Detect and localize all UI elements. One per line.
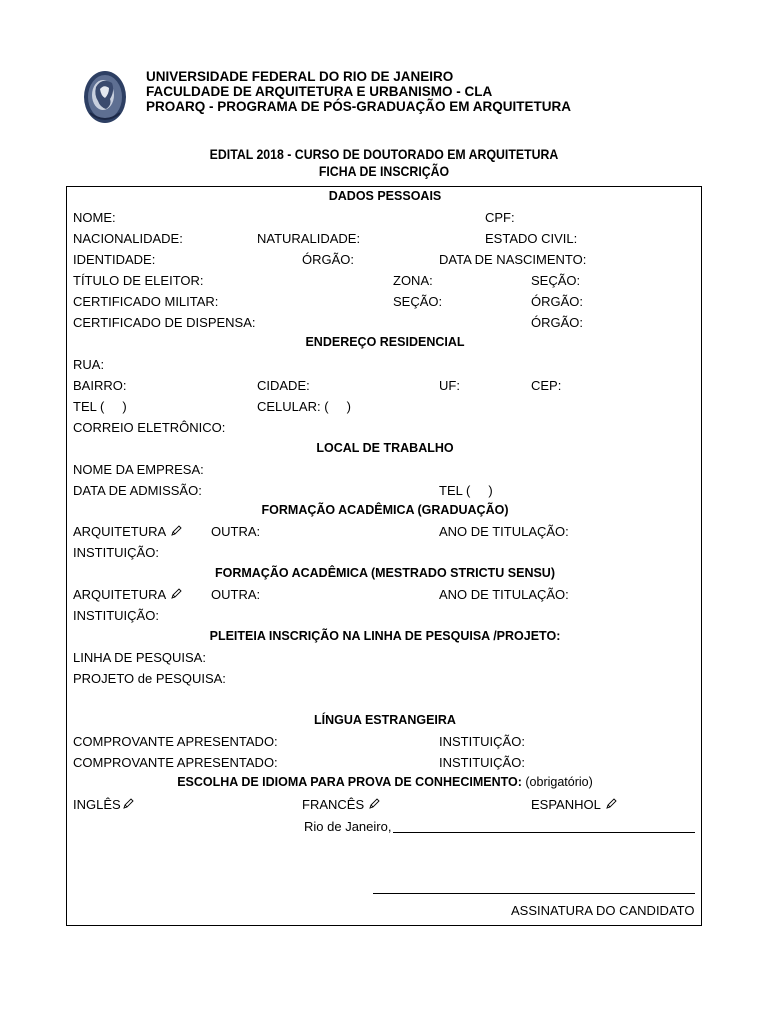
pencil-icon <box>170 525 182 537</box>
field-orgao-militar[interactable]: ÓRGÃO: <box>531 294 584 309</box>
field-secao[interactable]: SEÇÃO: <box>531 273 581 288</box>
section-escolha-idioma <box>67 775 703 790</box>
field-orgao-dispensa[interactable]: ÓRGÃO: <box>531 315 584 330</box>
label-ingles: INGLÊS <box>73 797 121 812</box>
field-email[interactable]: CORREIO ELETRÔNICO: <box>73 420 226 435</box>
field-rua[interactable]: RUA: <box>73 357 105 372</box>
section-graduacao: FORMAÇÃO ACADÊMICA (GRADUAÇÃO) <box>261 503 509 517</box>
field-tel-trabalho[interactable]: TEL ( ) <box>439 483 493 498</box>
date-line[interactable] <box>393 832 695 833</box>
field-certificado-militar[interactable]: CERTIFICADO MILITAR: <box>73 294 219 309</box>
form-title: FICHA DE INSCRIÇÃO <box>318 163 450 179</box>
signature-line[interactable] <box>373 893 695 894</box>
option-espanhol[interactable] <box>531 797 617 812</box>
faculty-name: FACULDADE DE ARQUITETURA E URBANISMO - CLA <box>146 84 493 99</box>
label-frances: FRANCÊS <box>302 797 365 812</box>
field-instituicao-mestrado[interactable]: INSTITUIÇÃO: <box>73 608 159 623</box>
escolha-idioma-note: (obrigatório) <box>525 775 593 789</box>
field-orgao[interactable]: ÓRGÃO: <box>302 252 355 267</box>
section-lingua: LÍNGUA ESTRANGEIRA <box>314 713 456 727</box>
pencil-icon <box>605 798 617 810</box>
field-empresa[interactable]: NOME DA EMPRESA: <box>73 462 204 477</box>
ufrj-logo <box>82 69 128 125</box>
program-name: PROARQ - PROGRAMA DE PÓS-GRADUAÇÃO EM ARQUITETURA <box>146 99 571 114</box>
field-bairro[interactable]: BAIRRO: <box>73 378 127 393</box>
pencil-icon <box>122 798 134 810</box>
field-cep[interactable]: CEP: <box>531 378 562 393</box>
field-zona[interactable]: ZONA: <box>393 273 433 288</box>
option-arquitetura-mestrado[interactable] <box>73 587 182 602</box>
option-arquitetura-graduacao[interactable] <box>73 524 182 539</box>
field-projeto-pesquisa[interactable]: PROJETO de PESQUISA: <box>73 671 226 686</box>
field-titulo-eleitor[interactable]: TÍTULO DE ELEITOR: <box>73 273 204 288</box>
section-endereco: ENDEREÇO RESIDENCIAL <box>305 335 465 349</box>
section-pesquisa: PLEITEIA INSCRIÇÃO NA LINHA DE PESQUISA /PROJETO: <box>209 629 561 643</box>
section-trabalho: LOCAL DE TRABALHO <box>316 441 454 455</box>
field-certificado-dispensa[interactable]: CERTIFICADO DE DISPENSA: <box>73 315 256 330</box>
local-data-label: Rio de Janeiro, <box>304 819 392 834</box>
field-tel[interactable]: TEL ( ) <box>73 399 127 414</box>
field-ano-graduacao[interactable]: ANO DE TITULAÇÃO: <box>439 524 569 539</box>
field-admissao[interactable]: DATA DE ADMISSÃO: <box>73 483 202 498</box>
registration-form <box>66 186 702 926</box>
field-outra-graduacao[interactable]: OUTRA: <box>211 524 261 539</box>
field-cpf[interactable]: CPF: <box>485 210 515 225</box>
field-uf[interactable]: UF: <box>439 378 460 393</box>
field-identidade[interactable]: IDENTIDADE: <box>73 252 156 267</box>
pencil-icon <box>170 588 182 600</box>
field-instituicao-lingua-2[interactable]: INSTITUIÇÃO: <box>439 755 525 770</box>
field-linha-pesquisa[interactable]: LINHA DE PESQUISA: <box>73 650 206 665</box>
field-ano-mestrado[interactable]: ANO DE TITULAÇÃO: <box>439 587 569 602</box>
field-instituicao-lingua-1[interactable]: INSTITUIÇÃO: <box>439 734 525 749</box>
field-nome[interactable]: NOME: <box>73 210 116 225</box>
option-ingles[interactable] <box>73 797 134 812</box>
pencil-icon <box>368 798 380 810</box>
field-celular[interactable]: CELULAR: ( ) <box>257 399 351 414</box>
field-data-nascimento[interactable]: DATA DE NASCIMENTO: <box>439 252 587 267</box>
edital-title: EDITAL 2018 - CURSO DE DOUTORADO EM ARQUITETURA <box>209 146 559 162</box>
field-comprovante-2[interactable]: COMPROVANTE APRESENTADO: <box>73 755 278 770</box>
option-frances[interactable] <box>302 797 380 812</box>
field-comprovante-1[interactable]: COMPROVANTE APRESENTADO: <box>73 734 278 749</box>
field-naturalidade[interactable]: NATURALIDADE: <box>257 231 361 246</box>
university-name: UNIVERSIDADE FEDERAL DO RIO DE JANEIRO <box>146 69 454 84</box>
label-espanhol: ESPANHOL <box>531 797 601 812</box>
field-cidade[interactable]: CIDADE: <box>257 378 310 393</box>
field-secao-militar[interactable]: SEÇÃO: <box>393 294 443 309</box>
field-instituicao-graduacao[interactable]: INSTITUIÇÃO: <box>73 545 159 560</box>
label-arquitetura: ARQUITETURA <box>73 587 167 602</box>
section-dados-pessoais: DADOS PESSOAIS <box>328 189 442 203</box>
field-outra-mestrado[interactable]: OUTRA: <box>211 587 261 602</box>
signature-label: ASSINATURA DO CANDIDATO <box>511 903 695 918</box>
escolha-idioma-title: ESCOLHA DE IDIOMA PARA PROVA DE CONHECIMENTO: <box>177 775 522 789</box>
section-mestrado: FORMAÇÃO ACADÊMICA (MESTRADO STRICTU SENSU) <box>214 566 556 580</box>
field-nacionalidade[interactable]: NACIONALIDADE: <box>73 231 183 246</box>
label-arquitetura: ARQUITETURA <box>73 524 167 539</box>
field-estado-civil[interactable]: ESTADO CIVIL: <box>485 231 578 246</box>
